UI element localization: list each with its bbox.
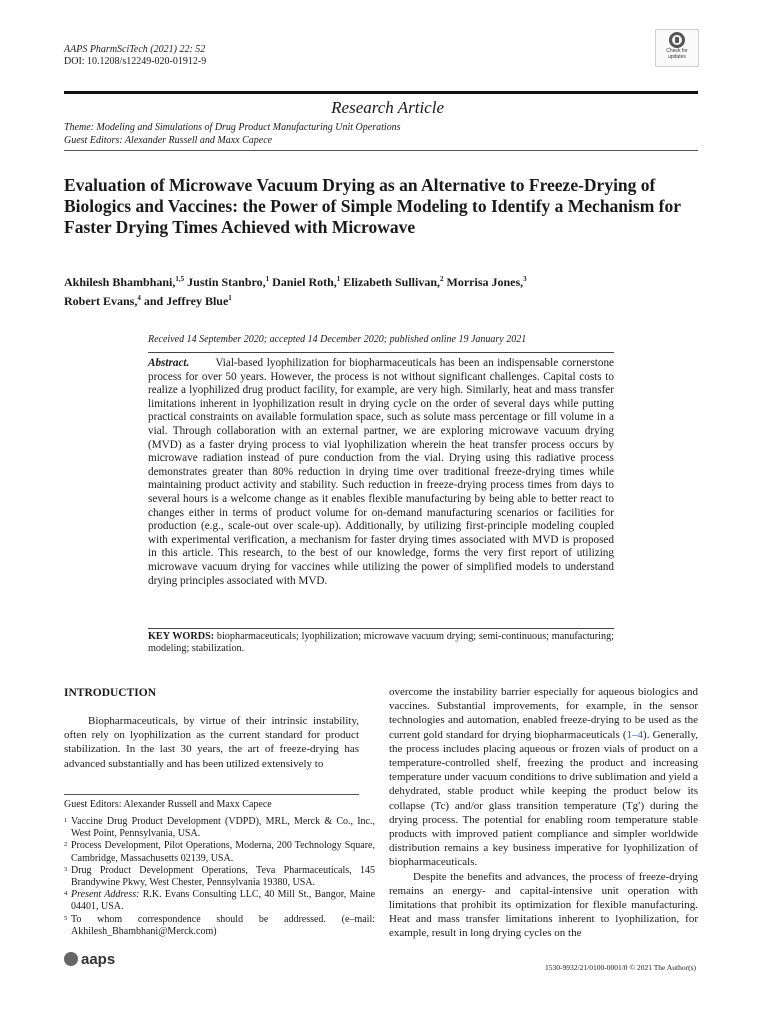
abstract-label: Abstract. [148,357,190,369]
abstract [148,357,614,588]
aaps-logo: aaps [64,951,115,968]
theme-line: Theme: Modeling and Simulations of Drug Product Manufacturing Unit Operations [64,122,401,133]
journal-citation: AAPS PharmSciTech (2021) 22: 52 [64,44,206,55]
article-type: Research Article [331,98,444,117]
author[interactable]: Akhilesh Bhambhani,$^{1,5}$ [64,275,185,289]
intro-paragraph-1: Biopharmaceuticals, by virtue of their intrinsic instability, often rely on lyophilization as the current standard for product stabilization. In the last 30 years, the art of freeze-drying has advanced substantially and has been utilized extensively to [64,715,359,770]
footnote-item: 4 Present Address: R.K. Evans Consulting LLC, 40 Mill St., Bangor, Maine 04401, USA. [64,889,376,913]
citation-link[interactable]: 1–4 [626,728,644,741]
intro-paragraph-2: overcome the instability barrier especially for aqueous biologics and vaccines. Substantial improvements, for example, in the sensor technologies and automation, enabled freeze-drying to be used as the current gold standard for drying biopharmaceuticals (1–4). Generally, the process includes placing aqueous or frozen vials of product on a temperature-controlled shelf, freezing the product and increasing temperature under vacuum conditions to drive sublimation and yield a dehydrated, stable product while keeping the product below its collapse (Tc) and/or glass transition temperature (Tg′) during the drying process. The potential for enabling room temperature stable products with improved patient compliance and simpler worldwide distribution remains a key business imperative for lyophilization of biopharmaceuticals. [389,686,698,869]
doi[interactable]: DOI: 10.1208/s12249-020-01912-9 [64,56,207,67]
affiliation-footnotes [64,816,375,938]
author[interactable]: and Jeffrey Blue$^1$ [143,294,232,308]
footnote-item: 2 Process Development, Pilot Operations, Moderna, 200 Technology Square, Cambridge, Massachusetts 02139, USA. [64,840,375,864]
copyright-line: 1530-9932/21/0100-0001/0 © 2021 The Author(s) [545,963,696,972]
check-for-updates-badge[interactable] [655,29,699,67]
header-rule [64,91,698,94]
author[interactable]: Robert Evans,$^4$ [64,294,141,308]
intro-column-2 [389,685,698,941]
article-title: Evaluation of Microwave Vacuum Drying as an Alternative to Freeze-Drying of Biologics and Vaccines: the Power of Simple Modeling to Identify a Mechanism for Faster Drying Times Achieved with Microwave [64,175,681,237]
header-divider [64,150,698,151]
section-heading: INTRODUCTION [64,687,157,699]
abstract-text: Vial-based lyophilization for biopharmaceuticals has been an indispensable cornerstone process for over 50 years. However, the process is not without significant challenges. Capital costs to realize a lyophilized drug product facility, for example, are very high. Similarly, heat and mass transfer limitations inherent in lyophilization result in drying cycle on the order of several days while putting practical constraints on available formulation space, such as solute mass percentage or fill volume in a vial. Through collaboration with an external partner, we are exploring microwave vacuum drying (MVD) as a faster drying process to vial lyophilization wherein the heat transfer process occurs by microwave radiation instead of pure conduction from the vial. Drying using this radiative process demonstrates greater than 80% reduction in drying time over traditional freeze-drying times while maintaining product activity and stability. Such reduction in freeze-drying process times from days to several hours is a welcome change as it enables flexible manufacturing by being able to better react to changes either in terms of product volume for on-demand manufacturing scenarios or facilities for production (e.g., scale-out over scale-up). Additionally, by utilizing first-principle modeling coupled with experimental verification, a mechanism for faster drying times associated with MVD is proposed in this article. This research, to the best of our knowledge, forms the very first report of utilizing microwave vacuum drying for vaccines while utilizing the power of simplified models to understand drying principles associated with MVD. [148,357,614,587]
author-list [64,271,664,309]
author[interactable]: Justin Stanbro,$^1$ [187,275,270,289]
keywords-label: KEY WORDS: [148,631,215,642]
received-dates: Received 14 September 2020; accepted 14 December 2020; published online 19 January 2021 [148,334,527,345]
abstract-top-rule [148,352,614,353]
author[interactable]: Daniel Roth,$^1$ [272,275,341,289]
footnote-rule [64,794,359,795]
author[interactable]: Morrisa Jones,$^3$ [446,275,527,289]
author[interactable]: Elizabeth Sullivan,$^2$ [343,275,444,289]
footnote-item[interactable]: 5 To whom correspondence should be addressed. (e–mail: Akhilesh_Bhambhani@Merck.com) [64,913,375,937]
badge-label-1: Check for [666,48,688,54]
footnote-guest-editors: Guest Editors: Alexander Russell and Maxx Capece [64,799,272,810]
aaps-logo-icon [64,952,78,966]
footnote-item: 3 Drug Product Development Operations, Teva Pharmaceuticals, 145 Brandywine Pkwy, West Chester, Pennsylvania 19380, USA. [64,864,375,889]
guest-editors: Guest Editors: Alexander Russell and Maxx Capece [64,135,273,146]
abstract-bottom-rule [148,628,614,629]
keywords-text: biopharmaceuticals; lyophilization; microwave vacuum drying; semi-continuous; manufacturing; modeling; stabilization. [148,631,614,654]
footnote-item: 1 Vaccine Drug Product Development (VDPD), MRL, Merck & Co., Inc., West Point, Pennsylvania, USA. [64,816,375,840]
intro-paragraph-3: Despite the benefits and advances, the process of freeze-drying remains an energy- and capital-intensive unit operation with limitations that prohibit its optimization for flexible manufacturing. Heat and mass transfer limitations inherent to lyophilization, for example, result in long drying cycles on the [389,870,698,940]
badge-label-2: updates [668,54,686,60]
keywords [148,631,614,655]
bookmark-icon [669,32,685,48]
